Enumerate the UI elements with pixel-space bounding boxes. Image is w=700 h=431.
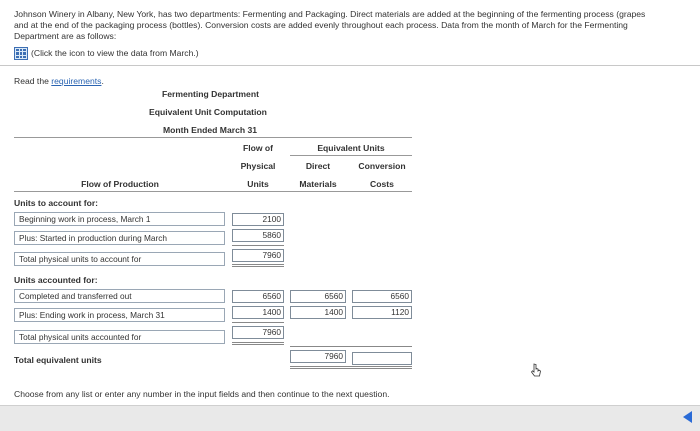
row-total-account-for-select[interactable]: Total physical units to account for xyxy=(14,252,225,266)
completed-flow-input[interactable]: 6560 xyxy=(232,290,284,303)
total-eq-dm-input[interactable]: 7960 xyxy=(290,350,346,363)
row-total-equivalent: Total equivalent units xyxy=(14,355,102,365)
header-rule xyxy=(14,191,412,192)
data-link-label[interactable]: (Click the icon to view the data from March.) xyxy=(31,48,199,58)
subtotal-rule xyxy=(232,245,284,246)
row-completed-select[interactable]: Completed and transferred out xyxy=(14,289,225,303)
total-double-rule-1 xyxy=(232,264,284,265)
col-cc-2: Costs xyxy=(370,179,394,189)
section-accounted-for: Units accounted for: xyxy=(14,275,98,285)
dept-title: Fermenting Department xyxy=(162,89,259,99)
row-started-select[interactable]: Plus: Started in production during March xyxy=(14,231,225,245)
col-production: Flow of Production xyxy=(81,179,159,189)
section-account-for: Units to account for: xyxy=(14,198,99,208)
row-total-accounted-for-select[interactable]: Total physical units accounted for xyxy=(14,330,225,344)
eq-units-rule xyxy=(290,155,412,156)
total-account-for-flow-input[interactable]: 7960 xyxy=(232,249,284,262)
table-icon[interactable] xyxy=(14,47,28,60)
col-dm-2: Materials xyxy=(299,179,337,189)
divider xyxy=(0,65,700,66)
total-accounted-for-flow-input[interactable]: 7960 xyxy=(232,326,284,339)
completed-dm-input[interactable]: 6560 xyxy=(290,290,346,303)
beginning-flow-input[interactable]: 2100 xyxy=(232,213,284,226)
col-flow-2: Physical xyxy=(240,161,276,171)
title-rule xyxy=(14,137,412,138)
instruction-text: Choose from any list or enter any number in the input fields and then continue to the next question. xyxy=(14,389,390,399)
intro-line-3: Department are as follows: xyxy=(14,31,117,41)
completed-cc-input[interactable]: 6560 xyxy=(352,290,412,303)
started-flow-input[interactable]: 5860 xyxy=(232,229,284,242)
row-ending-select[interactable]: Plus: Ending work in process, March 31 xyxy=(14,308,225,322)
ending-flow-input[interactable]: 1400 xyxy=(232,306,284,319)
read-prefix: Read the xyxy=(14,76,52,86)
problem-intro xyxy=(14,9,700,42)
ending-cc-input[interactable]: 1120 xyxy=(352,306,412,319)
accounted-double-rule-1 xyxy=(232,342,284,343)
col-flow-3: Units xyxy=(247,179,269,189)
pointer-cursor-icon xyxy=(530,363,542,377)
total-eq-cc-input[interactable] xyxy=(352,352,412,365)
read-suffix: . xyxy=(101,76,104,86)
col-flow-1: Flow of xyxy=(242,143,274,153)
eq-double-rule-1 xyxy=(290,366,412,367)
accounted-double-rule-2 xyxy=(232,344,284,345)
read-requirements xyxy=(14,76,104,86)
ending-dm-input[interactable]: 1400 xyxy=(290,306,346,319)
navigation-bar xyxy=(0,405,700,431)
row-beginning-select[interactable]: Beginning work in process, March 1 xyxy=(14,212,225,226)
schedule-title: Equivalent Unit Computation xyxy=(149,107,267,117)
eq-total-rule xyxy=(290,346,412,347)
eq-double-rule-2 xyxy=(290,368,412,369)
accounted-subtotal-rule xyxy=(232,322,284,323)
intro-line-1: Johnson Winery in Albany, New York, has two departments: Fermenting and Packaging. Direct materials are added at the beginning of the fermenting process (grapes xyxy=(14,9,646,19)
intro-line-2: and at the end of the packaging process (bottles). Conversion costs are added evenly throughout each process. Data from the month of March for the Fermenting xyxy=(14,20,628,30)
total-double-rule-2 xyxy=(232,266,284,267)
requirements-link[interactable]: requirements xyxy=(51,76,102,86)
col-cc-1: Conversion xyxy=(358,161,406,171)
col-eq-units: Equivalent Units xyxy=(317,143,385,153)
col-dm-1: Direct xyxy=(305,161,331,171)
back-arrow-icon[interactable] xyxy=(683,411,692,423)
period-title: Month Ended March 31 xyxy=(163,125,258,135)
